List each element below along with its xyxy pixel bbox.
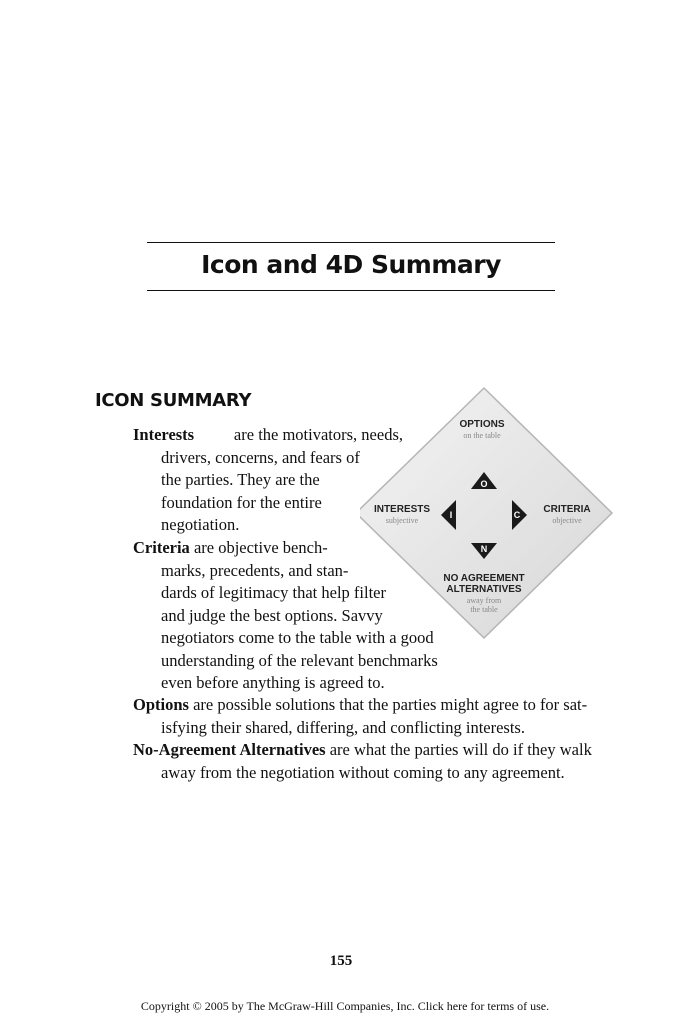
chapter-title: Icon and 4D Summary	[201, 250, 501, 279]
no-agreement-sublabel-line1: away from	[466, 596, 502, 605]
entry-term: Options	[133, 695, 189, 714]
entry-term: Criteria	[133, 538, 190, 557]
entry-criteria	[133, 537, 438, 695]
svg-text:I: I	[449, 510, 453, 520]
entry-line: drivers, concerns, and fears of	[161, 447, 360, 467]
title-bottom-rule	[147, 290, 555, 291]
svg-text:O: O	[480, 479, 488, 489]
entry-line: understanding of the relevant benchmarks	[161, 650, 438, 670]
criteria-label: CRITERIA	[543, 504, 591, 515]
entry-line: dards of legitimacy that help filter	[161, 583, 386, 602]
entry-line: even before anything is agreed to.	[161, 673, 385, 692]
entry-line: away from the negotiation without coming to any agreement.	[161, 762, 565, 782]
section-heading: ICON SUMMARY	[95, 390, 252, 411]
copyright-link[interactable]: Copyright © 2005 by The McGraw-Hill Companies, Inc. Click here for terms of use.	[140, 999, 550, 1013]
entry-line: Interests are the motivators, needs,	[133, 424, 403, 447]
entry-line: No-Agreement Alternatives are what the parties will do if they walk	[133, 740, 592, 759]
entry-line: Criteria are objective bench-	[133, 538, 328, 557]
entry-line: isfying their shared, differing, and conflicting interests.	[161, 717, 525, 737]
title-top-rule	[147, 242, 555, 243]
no-agreement-sublabel-line2: the table	[470, 605, 498, 614]
interests-sublabel: subjective	[385, 516, 419, 525]
entry-options	[133, 694, 613, 739]
no-agreement-label-line2: ALTERNATIVES	[446, 584, 522, 595]
entry-term: No-Agreement Alternatives	[133, 740, 326, 759]
criteria-sublabel: objective	[552, 516, 582, 525]
interests-label: INTERESTS	[373, 504, 431, 515]
entry-no-agreement-alternatives	[133, 739, 613, 784]
entry-line: and judge the best options. Savvy	[161, 605, 383, 625]
entry-line: negotiators come to the table with a good	[161, 628, 434, 647]
entry-line: Options are possible solutions that the parties might agree to for sat-	[133, 695, 588, 714]
entry-line: foundation for the entire	[161, 492, 322, 512]
options-sublabel: on the table	[463, 431, 501, 440]
options-label: OPTIONS	[459, 419, 505, 430]
entry-line: marks, precedents, and stan-	[161, 560, 349, 580]
svg-text:C: C	[513, 510, 521, 520]
svg-text:N: N	[480, 544, 488, 554]
entry-line: the parties. They are the	[161, 470, 320, 489]
page-number: 155	[329, 953, 353, 969]
no-agreement-label-line1: NO AGREEMENT	[443, 573, 525, 584]
entry-interests	[133, 424, 403, 537]
entry-term: Interests	[133, 425, 195, 444]
entry-line: negotiation.	[161, 515, 240, 534]
